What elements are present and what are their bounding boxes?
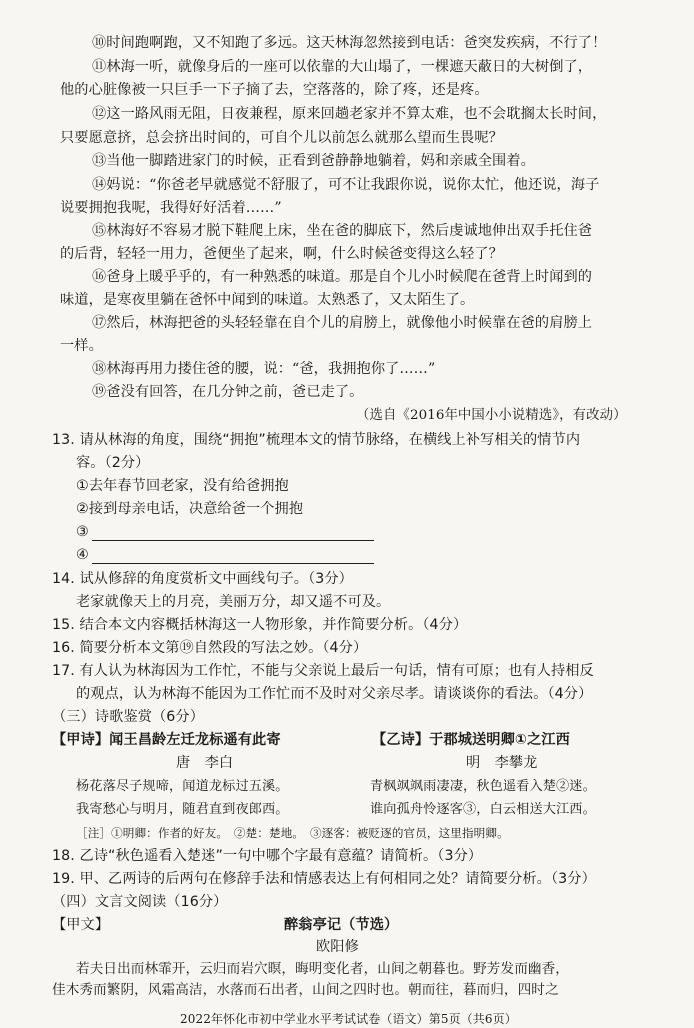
plot-step-4-answer-line[interactable]: [92, 563, 374, 564]
paragraph-16: ⑯爸身上暖乎乎的，有一种熟悉的味道。那是自个儿小时候爬在爸背上时闻到的: [92, 269, 593, 285]
poem-yi-line-1: 青枫飒飒雨凄凄，秋色遥看入楚②迷。: [370, 779, 596, 794]
classical-title: 醉翁亭记（节选）: [284, 917, 399, 933]
paragraph-11: ⑪林海一听，就像身后的一座可以依靠的大山塌了，一棵遮天蔽日的大树倒了，: [92, 59, 593, 75]
poem-jia-line-1: 杨花落尽子规啼，闻道龙标过五溪。: [76, 779, 289, 794]
paragraph-18: ⑱林海再用力搂住爸的腰，说：“爸，我拥抱你了……”: [92, 361, 436, 377]
poem-jia-line-2: 我寄愁心与明月，随君直到夜郎西。: [76, 802, 289, 817]
paragraph-15: ⑮林海好不容易才脱下鞋爬上床，坐在爸的脚底下，然后虔诚地伸出双手托住爸: [92, 223, 593, 239]
page-footer: 2022年怀化市初中学业水平考试试卷（语文）第5页（共6页）: [180, 1012, 517, 1026]
poem-yi-title: 【乙诗】于郡城送明卿①之江西: [372, 732, 570, 748]
paragraph-12-cont: 只要愿意挤，总会挤出时间的，可自个儿以前怎么就那么望而生畏呢？: [60, 130, 503, 146]
paragraph-13: ⑬当他一脚踏进家门的时候，正看到爸静静地躺着，妈和亲戚全围着。: [92, 153, 535, 169]
paragraph-15-cont: 的后背，轻轻一用力，爸便坐了起来，啊，什么时候爸变得这么轻了？: [60, 246, 503, 262]
question-14-quote: 老家就像天上的月亮，美丽万分，却又遥不可及。: [76, 594, 391, 610]
plot-step-4-label: ④: [76, 547, 89, 563]
classical-author: 欧阳修: [316, 939, 359, 955]
classical-line-2: 佳木秀而繁阴，风霜高洁，水落而石出者，山间之四时也。朝而往，暮而归，四时之: [52, 982, 559, 998]
paragraph-17: ⑰然后，林海把爸的头轻轻靠在自个儿的肩膀上，就像他小时候靠在爸的肩膀上: [92, 315, 593, 331]
question-19: 19. 甲、乙两诗的后两句在修辞手法和情感表达上有何相同之处？请简要分析。（3分）: [52, 871, 596, 887]
section-3-heading: （三）诗歌鉴赏（6分）: [52, 709, 205, 725]
poem-yi-author: 明 李攀龙: [466, 755, 538, 771]
question-13-cont: 容。（2分）: [76, 455, 150, 471]
paragraph-14: ⑭妈说：“你爸老早就感觉不舒服了，可不让我跟你说，说你太忙，他还说，海子: [92, 177, 600, 193]
paragraph-19: ⑲爸没有回答，在几分钟之前，爸已走了。: [92, 384, 364, 400]
paragraph-11-cont: 他的心脏像被一只巨手一下子摘了去，空落落的，除了疼，还是疼。: [60, 82, 489, 98]
question-16: 16. 简要分析本文第⑲自然段的写法之妙。（4分）: [52, 640, 368, 656]
paragraph-12: ⑫这一路风雨无阻，日夜兼程，原来回趟老家并不算太难，也不会耽搁太长时间，: [92, 106, 607, 122]
poem-jia-title: 【甲诗】闻王昌龄左迁龙标遥有此寄: [52, 732, 281, 748]
question-17-cont: 的观点，认为林海不能因为工作忙而不及时对父亲尽孝。请谈谈你的看法。（4分）: [76, 686, 593, 702]
paragraph-10: ⑩时间跑啊跑，又不知跑了多远。这天林海忽然接到电话：爸突发疾病，不行了！: [92, 35, 607, 51]
question-18: 18. 乙诗“秋色遥看入楚迷”一句中哪个字最有意蕴？请简析。（3分）: [52, 848, 483, 864]
plot-step-1: ①去年春节回老家，没有给爸拥抱: [76, 478, 289, 494]
classical-line-1: 若夫日出而林霏开，云归而岩穴暝，晦明变化者，山间之朝暮也。野芳发而幽香，: [76, 961, 569, 977]
section-4-heading: （四）文言文阅读（16分）: [52, 894, 228, 910]
paragraph-14-cont: 说要拥抱我呢，我得好好活着……”: [60, 200, 282, 216]
question-17: 17. 有人认为林海因为工作忙，不能与父亲说上最后一句话，情有可原；也有人持相反: [52, 663, 594, 679]
question-15: 15. 结合本文内容概括林海这一人物形象，并作简要分析。（4分）: [52, 617, 468, 633]
poem-jia-author: 唐 李白: [176, 755, 234, 771]
plot-step-2: ②接到母亲电话，决意给爸一个拥抱: [76, 501, 304, 517]
question-13: 13. 请从林海的角度，围绕“拥抱”梳理本文的情节脉络，在横线上补写相关的情节内: [52, 432, 581, 448]
paragraph-17-cont: 一样。: [60, 338, 103, 354]
paragraph-16-cont: 味道，是寒夜里躺在爸怀中闻到的味道。太熟悉了，又太陌生了。: [60, 292, 475, 308]
question-14: 14. 试从修辞的角度赏析文中画线句子。（3分）: [52, 571, 353, 587]
plot-step-3-answer-line[interactable]: [92, 540, 374, 541]
poem-notes: ［注］①明卿：作者的好友。 ②楚：楚地。 ③逐客：被贬逐的官员，这里指明卿。: [76, 826, 509, 840]
story-source: （选自《2016年中国小小说精选》，有改动）: [356, 408, 627, 423]
classical-label: 【甲文】: [52, 917, 110, 933]
plot-step-3-label: ③: [76, 524, 89, 540]
poem-yi-line-2: 谁向孤舟怜逐客③，白云相送大江西。: [370, 802, 596, 817]
